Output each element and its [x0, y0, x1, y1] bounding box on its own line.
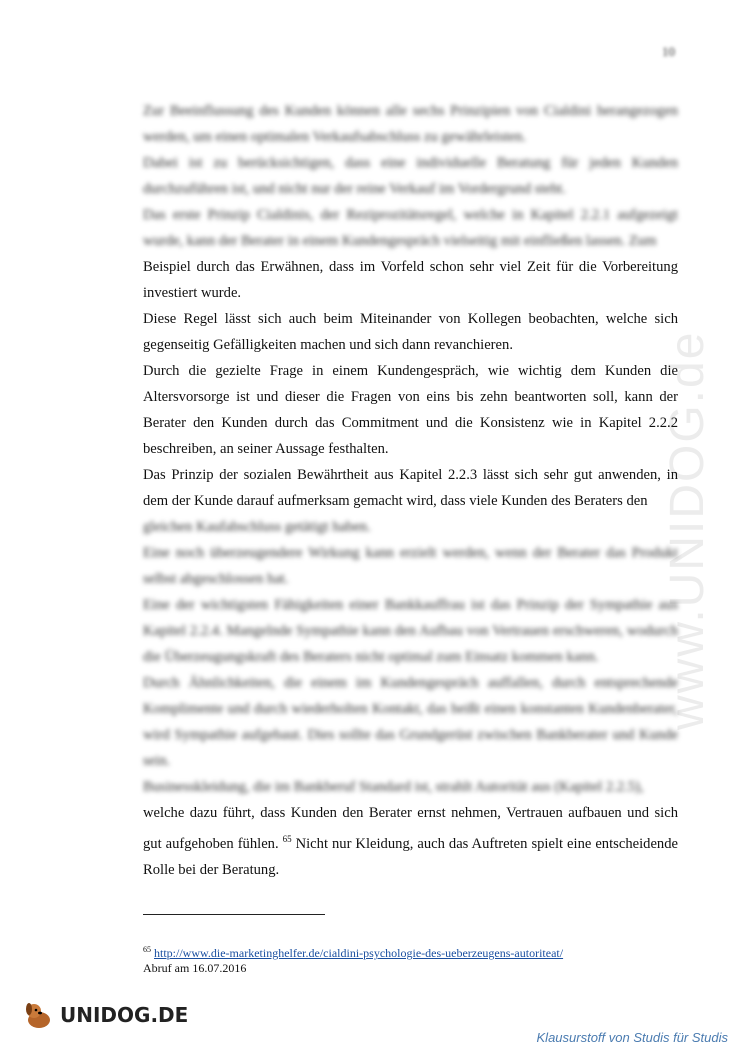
watermark: www.UNIDOG.de	[661, 330, 714, 730]
logo-text: UNIDOG.DE	[60, 1003, 189, 1027]
paragraph-3: Das erste Prinzip Cialdinis, der Reziprozitätsregel, welche in Kapitel 2.2.1 aufgezeigt wurde, kann der Berater in einem Kundengespräch vielseitig mit einfließen lassen. Zum	[143, 207, 678, 249]
paragraph-6: Durch die gezielte Frage in einem Kundengespräch, wie wichtig dem Kunden die Altersvorsorge ist und dieser die Fragen von eins bis zehn beantworten soll, kann der Berater den Kunden durch das Commitment und die Konsistenz wie in Kapitel 2.2.2 beschreiben, an seiner Aussage festhalten.	[143, 363, 678, 457]
paragraph-10: Eine der wichtigsten Fähigkeiten einer Bankkauffrau ist das Prinzip der Sympathie aus Kapitel 2.2.4. Mangelnde Sympathie kann den Aufbau von Vertrauen erschweren, wodurch die Überzeugungskraft des Beraters nicht optimal zum Einsatz kommen kann.	[143, 597, 678, 665]
paragraph-13-text: welche dazu führt, dass Kunden den Berater ernst nehmen, Vertrauen aufbauen und sich gut aufgehoben fühlen.	[143, 805, 678, 852]
footnote	[143, 942, 563, 976]
paragraph-11: Durch Ähnlichkeiten, die einem im Kundengespräch auffallen, durch entsprechende Komplimente und durch wiederholten Kontakt, das heißt einen konstanten Kundenberater, wird Sympathie aufgebaut. Dies sollte das Grundgerüst zwischen Bankberater und Kunde sein.	[143, 675, 678, 769]
paragraph-12: Businesskleidung, die im Bankberuf Standard ist, strahlt Autorität aus (Kapitel 2.2.5),	[143, 779, 644, 795]
footnote-link[interactable]: http://www.die-marketinghelfer.de/cialdini-psychologie-des-ueberzeugens-autoriteat/	[154, 946, 564, 960]
dog-icon	[22, 1000, 56, 1030]
paragraph-2: Dabei ist zu berücksichtigen, dass eine individuelle Beratung für jeden Kunden durchzuführen ist, und nicht nur der reine Verkauf im Vordergrund steht.	[143, 155, 678, 197]
footnote-divider	[143, 914, 325, 915]
paragraph-13-continuation: Nicht nur Kleidung, auch das Auftreten spielt eine entscheidende Rolle bei der Beratung.	[143, 835, 678, 878]
footnote-access-date: Abruf am 16.07.2016	[143, 961, 247, 975]
paragraph-1: Zur Beeinflussung des Kunden können alle sechs Prinzipien von Cialdini herangezogen werden, um einen optimalen Verkaufsabschluss zu gewährleisten.	[143, 103, 678, 145]
paragraph-9: Eine noch überzeugendere Wirkung kann erzielt werden, wenn der Berater das Produkt selbst abgeschlossen hat.	[143, 545, 678, 587]
paragraph-8: gleichen Kaufabschluss getätigt haben.	[143, 519, 371, 535]
paragraph-5: Diese Regel lässt sich auch beim Miteinander von Kollegen beobachten, welche sich gegenseitig Gefälligkeiten machen und sich dann revanchieren.	[143, 311, 678, 353]
footnote-number: 65	[143, 945, 151, 954]
footer-tagline: Klausurstoff von Studis für Studis	[536, 1030, 728, 1045]
paragraph-7: Das Prinzip der sozialen Bewährtheit aus Kapitel 2.2.3 lässt sich sehr gut anwenden, in dem der Kunde darauf aufmerksam gemacht wird, dass viele Kunden des Beraters den	[143, 467, 678, 509]
body-text	[143, 98, 678, 883]
footnote-reference[interactable]: 65	[282, 834, 292, 844]
page-number: 10	[662, 44, 675, 59]
paragraph-4: Beispiel durch das Erwähnen, dass im Vorfeld schon sehr viel Zeit für die Vorbereitung investiert wurde.	[143, 259, 678, 301]
unidog-logo[interactable]	[22, 1000, 188, 1030]
paragraph-13	[143, 800, 678, 883]
